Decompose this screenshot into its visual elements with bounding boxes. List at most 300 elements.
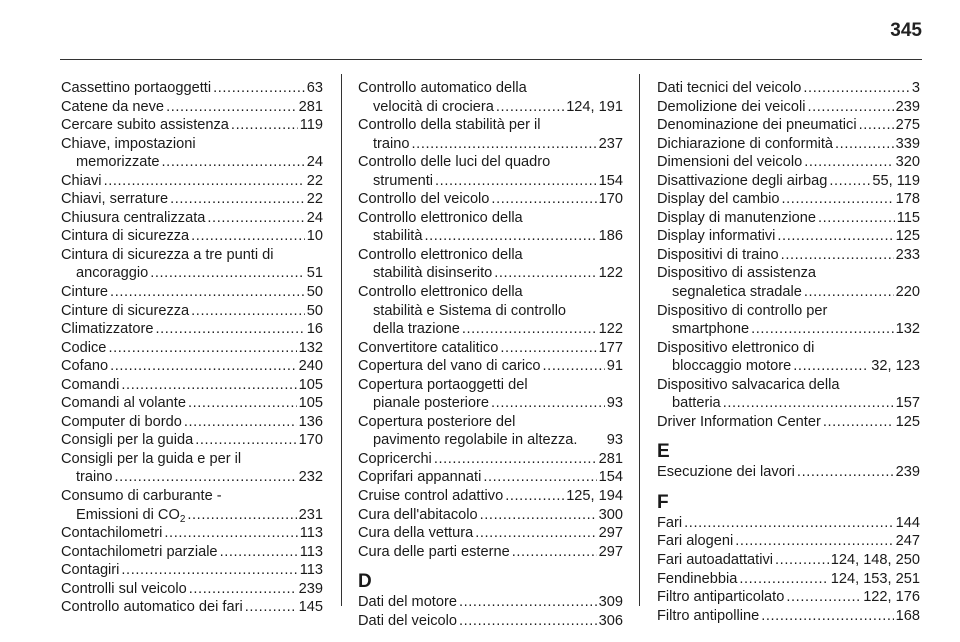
page-reference: 63	[306, 80, 323, 96]
entry-label: Copertura del vano di carico	[358, 358, 541, 375]
dot-leader	[104, 172, 305, 191]
page-reference: 240	[298, 358, 323, 375]
entry-label: traino	[76, 469, 113, 486]
entry-text	[61, 227, 189, 246]
entry-text	[657, 376, 840, 395]
dot-leader	[412, 135, 597, 154]
entry-label: stabilità e Sistema di controllo	[373, 302, 567, 319]
entry-text	[61, 561, 119, 580]
index-entry-line	[358, 524, 623, 543]
page-reference: 186	[598, 228, 623, 245]
index-entry	[657, 302, 920, 339]
dot-leader	[803, 79, 909, 98]
entry-label: Chiave, impostazioni	[61, 135, 196, 152]
index-entry	[358, 524, 623, 543]
dot-leader	[723, 394, 894, 413]
index-entry-line	[358, 468, 623, 487]
index-entry-line	[61, 413, 323, 432]
dot-leader	[162, 153, 305, 172]
page-reference: 170	[598, 191, 623, 208]
index-entry-line	[358, 612, 623, 631]
index-entry	[61, 357, 323, 376]
page-reference: 50	[306, 302, 323, 319]
index-entry-line	[358, 339, 623, 358]
index-entry	[657, 339, 920, 376]
index-entry-line	[657, 190, 920, 209]
entry-text	[358, 190, 489, 209]
page-reference: 281	[298, 98, 323, 115]
index-entry-line	[657, 320, 920, 339]
dot-leader	[483, 468, 596, 487]
page-reference: 239	[895, 464, 920, 481]
entry-text	[358, 524, 473, 543]
entry-text	[657, 98, 805, 117]
page-reference: 233	[895, 246, 920, 263]
entry-text	[61, 209, 205, 228]
entry-label: Dispositivo di assistenza	[657, 265, 816, 282]
entry-text	[657, 79, 801, 98]
dot-leader	[797, 463, 894, 482]
index-entry	[358, 209, 623, 246]
entry-label: Cura della vettura	[358, 525, 474, 542]
dot-leader	[775, 551, 829, 570]
entry-label: Controllo delle luci del quadro	[358, 154, 551, 171]
entry-label: Emissioni di CO	[76, 506, 180, 523]
page-reference: 297	[598, 543, 623, 560]
index-entry	[657, 135, 920, 154]
index-entry	[358, 612, 623, 631]
index-entry-line	[657, 79, 920, 98]
entry-text	[358, 468, 481, 487]
page-reference: 93	[606, 395, 623, 412]
index-entry	[657, 116, 920, 135]
dot-leader	[184, 413, 297, 432]
index-entry	[358, 283, 623, 339]
dot-leader	[155, 320, 304, 339]
entry-text	[358, 450, 432, 469]
entry-label: Demolizione dei veicoli	[657, 98, 806, 115]
index-entry-line	[61, 116, 323, 135]
entry-text	[61, 302, 189, 321]
page-reference: 50	[306, 284, 323, 301]
index-section-letter: F	[657, 491, 669, 513]
dot-leader	[793, 357, 869, 376]
entry-label: Controlli sul veicolo	[61, 580, 187, 597]
entry-text	[358, 413, 515, 432]
index-entry	[358, 487, 623, 506]
entry-text	[61, 394, 186, 413]
dot-leader	[187, 506, 296, 525]
index-entry	[657, 551, 920, 570]
dot-leader	[213, 79, 305, 98]
entry-label: traino	[373, 135, 410, 152]
dot-leader	[751, 320, 894, 339]
entry-text	[358, 612, 457, 631]
entry-text	[657, 413, 821, 432]
page-reference: 91	[606, 358, 623, 375]
entry-label: Dispositivo salvacarica della	[657, 376, 840, 393]
index-entry-line	[657, 209, 920, 228]
entry-label: bloccaggio motore	[672, 358, 792, 375]
index-entry-line	[657, 588, 920, 607]
entry-label: Cintura di sicurezza a tre punti di	[61, 246, 274, 263]
entry-label: Comandi al volante	[61, 395, 186, 412]
entry-label: Fendinebbia	[657, 570, 738, 587]
entry-label: Controllo elettronico della	[358, 246, 523, 263]
entry-label: Cassettino portaoggetti	[61, 80, 212, 96]
index-entry	[61, 413, 323, 432]
index-entry-line	[358, 506, 623, 525]
entry-label: Cura delle parti esterne	[358, 543, 510, 560]
entry-text	[61, 487, 222, 506]
entry-text	[657, 570, 737, 589]
index-entry-line	[61, 561, 323, 580]
entry-text	[61, 320, 153, 339]
dot-leader	[739, 570, 828, 589]
index-entry-line	[358, 450, 623, 469]
page-reference: 297	[598, 525, 623, 542]
entry-text	[657, 463, 795, 482]
entry-text	[373, 431, 577, 450]
entry-text	[672, 357, 791, 376]
dot-leader	[543, 357, 605, 376]
page-reference: 309	[598, 594, 623, 611]
entry-label: Contachilometri parziale	[61, 543, 218, 560]
dot-leader	[480, 506, 597, 525]
entry-text	[657, 607, 759, 626]
index-entry	[358, 468, 623, 487]
page-reference: 93	[606, 432, 623, 449]
index-entry-line	[358, 135, 623, 154]
index-entry-line	[657, 394, 920, 413]
index-entry-line	[358, 431, 623, 450]
page-reference: 124, 153, 251	[830, 570, 920, 587]
index-entry-line	[358, 116, 623, 135]
index-entry	[61, 561, 323, 580]
page-reference: 232	[298, 469, 323, 486]
page-reference: 300	[598, 506, 623, 523]
index-entry	[358, 153, 623, 190]
index-entry-line	[657, 376, 920, 395]
entry-text	[373, 394, 489, 413]
entry-text	[657, 116, 857, 135]
index-entry	[61, 209, 323, 228]
index-entry	[358, 190, 623, 209]
index-entry	[358, 413, 623, 450]
index-entry-line	[61, 172, 323, 191]
index-entry-line	[358, 190, 623, 209]
page-reference: 32, 123	[871, 358, 920, 375]
dot-leader	[804, 283, 894, 302]
page-reference: 24	[306, 209, 323, 226]
index-entry-line	[358, 209, 623, 228]
dot-leader	[245, 598, 297, 617]
dot-leader	[231, 116, 298, 135]
page-reference: 124, 191	[566, 98, 623, 115]
index-entry-line	[61, 543, 323, 562]
entry-text	[657, 135, 833, 154]
index-entry-line	[358, 264, 623, 283]
index-entry-line	[657, 283, 920, 302]
entry-label: Copertura portaoggetti del	[358, 376, 528, 393]
column-divider	[639, 74, 640, 606]
index-entry	[657, 264, 920, 301]
entry-text	[358, 487, 503, 506]
entry-text	[657, 246, 779, 265]
index-entry-line	[61, 506, 323, 525]
entry-label: strumenti	[373, 172, 434, 189]
dot-leader	[459, 612, 597, 631]
index-entry-line	[358, 413, 623, 432]
dot-leader	[684, 514, 894, 533]
page-reference: 122	[598, 321, 623, 338]
page-reference: 168	[895, 607, 920, 624]
dot-leader	[494, 264, 596, 283]
index-column-3	[657, 79, 920, 625]
dot-leader	[188, 394, 297, 413]
page-reference: 154	[598, 172, 623, 189]
index-entry	[657, 190, 920, 209]
dot-leader	[164, 524, 297, 543]
entry-text	[61, 339, 106, 358]
index-entry-line	[61, 468, 323, 487]
index-entry-line	[61, 598, 323, 617]
page-reference: 320	[895, 154, 920, 171]
entry-label: Fari autoadattativi	[657, 552, 774, 569]
entry-text	[61, 79, 211, 98]
index-entry	[657, 246, 920, 265]
dot-leader	[121, 561, 297, 580]
index-entry	[657, 514, 920, 533]
entry-text	[373, 302, 566, 321]
entry-text	[358, 153, 550, 172]
entry-text	[61, 283, 108, 302]
page-reference: 113	[299, 543, 323, 560]
index-entry-line	[61, 302, 323, 321]
index-entry-line	[358, 593, 623, 612]
page-reference: 275	[895, 117, 920, 134]
index-entry-line	[657, 264, 920, 283]
index-section-letter: D	[358, 571, 372, 593]
index-entry-line	[61, 79, 323, 98]
entry-label: Display del cambio	[657, 191, 780, 208]
entry-label: Cura dell'abitacolo	[358, 506, 478, 523]
entry-label: pavimento regolabile in altezza.	[373, 432, 578, 449]
page-reference: 16	[306, 321, 323, 338]
page-reference: 125	[895, 413, 920, 430]
entry-label: pianale posteriore	[373, 395, 490, 412]
index-column-2	[358, 79, 623, 630]
entry-label: Copertura posteriore del	[358, 413, 516, 430]
entry-label: Driver Information Center	[657, 413, 821, 430]
page-reference: 22	[306, 191, 323, 208]
page-reference: 177	[598, 339, 623, 356]
entry-text	[76, 506, 185, 525]
index-entry	[61, 524, 323, 543]
entry-label: Cinture di sicurezza	[61, 302, 190, 319]
dot-leader	[735, 532, 893, 551]
index-entry-line	[61, 190, 323, 209]
dot-leader	[512, 543, 597, 562]
dot-leader	[189, 580, 297, 599]
index-entry	[61, 172, 323, 191]
page-reference: 119	[299, 117, 323, 134]
dot-leader	[195, 431, 296, 450]
entry-label: Consigli per la guida e per il	[61, 450, 242, 467]
page-reference: 125, 194	[566, 488, 623, 505]
entry-text	[672, 283, 802, 302]
page-reference: 178	[895, 191, 920, 208]
index-entry-line	[61, 227, 323, 246]
index-entry-line	[61, 357, 323, 376]
entry-text	[657, 209, 816, 228]
index-entry-line	[61, 339, 323, 358]
index-entry	[358, 339, 623, 358]
entry-text	[373, 135, 410, 154]
index-entry	[657, 532, 920, 551]
index-entry-line	[358, 487, 623, 506]
entry-label: Comandi	[61, 376, 120, 393]
entry-label: Filtro antipolline	[657, 607, 760, 624]
index-entry-line	[657, 551, 920, 570]
index-entry	[358, 506, 623, 525]
index-entry-line	[358, 283, 623, 302]
page-reference: 170	[298, 432, 323, 449]
index-entry-line	[657, 227, 920, 246]
index-entry-line	[657, 135, 920, 154]
dot-leader	[110, 357, 297, 376]
index-entry	[61, 116, 323, 135]
dot-leader	[459, 593, 597, 612]
index-entry	[61, 283, 323, 302]
entry-text	[373, 172, 433, 191]
index-entry-line	[358, 98, 623, 117]
entry-label: Chiusura centralizzata	[61, 209, 206, 226]
entry-text	[358, 116, 541, 135]
page-reference: 125	[895, 228, 920, 245]
dot-leader	[207, 209, 304, 228]
entry-text	[657, 264, 816, 283]
dot-leader	[859, 116, 894, 135]
page-reference: 132	[895, 321, 920, 338]
page-reference: 339	[895, 135, 920, 152]
dot-leader	[475, 524, 596, 543]
entry-text	[61, 246, 274, 265]
page-reference: 239	[895, 98, 920, 115]
index-entry-line	[657, 116, 920, 135]
index-entry	[61, 79, 323, 98]
index-entry-line	[657, 98, 920, 117]
index-entry	[61, 320, 323, 339]
index-entry	[657, 570, 920, 589]
index-entry-line	[358, 320, 623, 339]
entry-text	[61, 172, 102, 191]
page-reference: 113	[299, 525, 323, 542]
page-reference: 10	[306, 228, 323, 245]
index-entry	[61, 543, 323, 562]
index-entry	[657, 607, 920, 626]
entry-label: segnaletica stradale	[672, 284, 802, 301]
index-entry-line	[61, 320, 323, 339]
dot-leader	[220, 543, 298, 562]
index-entry	[61, 376, 323, 395]
dot-leader	[500, 339, 596, 358]
entry-label: Coprifari appannati	[358, 469, 482, 486]
entry-label: Dimensioni del veicolo	[657, 154, 803, 171]
entry-text	[61, 413, 182, 432]
entry-text	[61, 543, 218, 562]
entry-label: Controllo del veicolo	[358, 191, 490, 208]
dot-leader	[777, 227, 893, 246]
index-entry-line	[657, 413, 920, 432]
entry-label: Cruise control adattivo	[358, 488, 504, 505]
page-reference: 281	[598, 450, 623, 467]
entry-text	[373, 98, 494, 117]
entry-text	[657, 588, 784, 607]
entry-text	[672, 320, 749, 339]
dot-leader	[761, 607, 893, 626]
index-entry	[657, 413, 920, 432]
entry-label: batteria	[672, 395, 721, 412]
index-entry-line	[61, 487, 323, 506]
entry-text	[657, 227, 775, 246]
index-entry-line	[657, 246, 920, 265]
dot-leader	[435, 172, 597, 191]
entry-text	[76, 468, 113, 487]
index-entry-line	[657, 302, 920, 321]
entry-text	[657, 551, 773, 570]
entry-label: Dispositivo elettronico di	[657, 339, 815, 356]
entry-text	[61, 524, 162, 543]
index-entry-line	[657, 463, 920, 482]
entry-text	[61, 135, 196, 154]
entry-text	[657, 190, 779, 209]
page-reference: 3	[911, 80, 920, 96]
page-reference: 122, 176	[863, 589, 920, 606]
entry-label: Filtro antiparticolato	[657, 589, 785, 606]
entry-text	[61, 116, 229, 135]
subscript: 2	[179, 513, 186, 525]
page-reference: 220	[895, 284, 920, 301]
dot-leader	[191, 302, 305, 321]
dot-leader	[191, 227, 305, 246]
entry-text	[61, 431, 193, 450]
dot-leader	[462, 320, 597, 339]
entry-label: velocità di crociera	[373, 98, 494, 115]
entry-label: Contagiri	[61, 562, 120, 579]
page-number: 345	[890, 20, 922, 41]
entry-label: Convertitore catalitico	[358, 339, 499, 356]
index-entry	[657, 463, 920, 482]
entry-text	[358, 209, 523, 228]
index-entry	[61, 580, 323, 599]
dot-leader	[786, 588, 861, 607]
index-entry	[657, 79, 920, 98]
entry-text	[657, 514, 682, 533]
index-entry	[61, 135, 323, 172]
index-entry-line	[657, 339, 920, 358]
entry-text	[61, 98, 164, 117]
entry-label: Codice	[61, 339, 107, 356]
index-entry	[358, 543, 623, 562]
entry-text	[358, 376, 528, 395]
page-reference: 145	[298, 599, 323, 616]
entry-label: Contachilometri	[61, 525, 163, 542]
index-entry	[657, 172, 920, 191]
index-entry-line	[61, 580, 323, 599]
index-entry-line	[657, 514, 920, 533]
dot-leader	[781, 246, 894, 265]
